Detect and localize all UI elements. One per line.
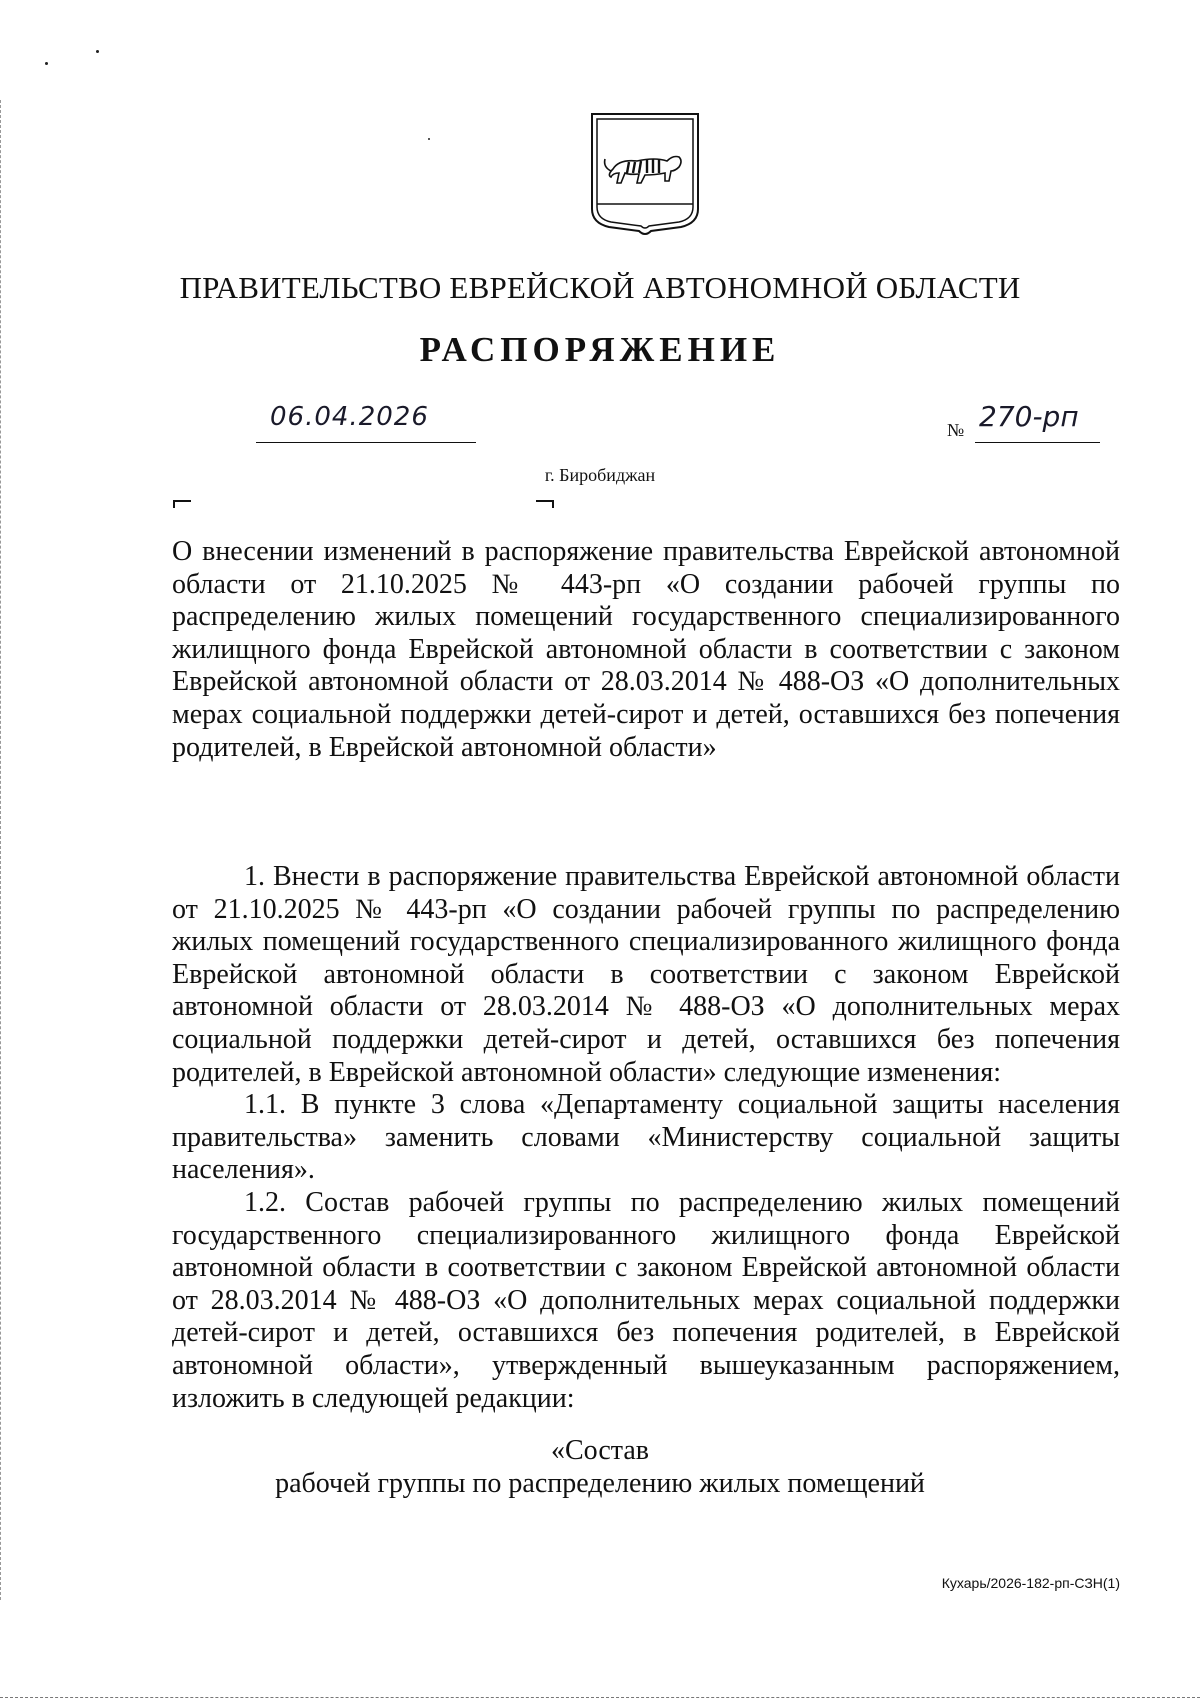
document-body (172, 861, 1120, 1415)
scan-edge-marks (0, 100, 3, 1600)
subject-bracket-right (536, 500, 554, 508)
document-type-title: РАСПОРЯЖЕНИЕ (419, 330, 781, 369)
city-label: г. Биробиджан (544, 465, 656, 485)
composition-title: «Состав (550, 1435, 650, 1466)
composition-subtitle: рабочей группы по распределению жилых помещений (275, 1468, 925, 1499)
coat-of-arms-icon (589, 111, 701, 239)
scan-speck (45, 62, 48, 65)
date-field (256, 400, 476, 443)
government-name: ПРАВИТЕЛЬСТВО ЕВРЕЙСКОЙ АВТОНОМНОЙ ОБЛАСТИ (179, 270, 1021, 305)
number-sign: № (947, 420, 965, 440)
paragraph-1: 1. Внести в распоряжение правительства Еврейской автономной области от 21.10.2025 № 443-рп «О создании рабочей группы по распределению жилых помещений государственного специализированного жилищного фонда Еврейской автономной области в соответствии с законом Еврейской автономной области от 28.03.2014 № 488-ОЗ «О дополнительных мерах социальной поддержки детей-сирот и детей, оставшихся без попечения родителей, в Еврейской автономной области» следующие изменения: (172, 861, 1120, 1088)
paragraph-1-1: 1.1. В пункте 3 слова «Департаменту социальной защиты населения правительства» заменить словами «Министерству социальной защиты населения». (172, 1089, 1120, 1186)
date-handwritten: 06.04.2026 (270, 402, 429, 432)
number-field (975, 400, 1100, 443)
scan-speck (428, 138, 430, 140)
subject-bracket-left (173, 500, 191, 508)
scan-bottom-edge (0, 1697, 1200, 1698)
scan-speck (96, 50, 99, 53)
document-code: Кухарь/2026-182-рп-СЗН(1) (941, 1575, 1120, 1591)
document-subject: О внесении изменений в распоряжение правительства Еврейской автономной области от 21.10.2025 № 443-рп «О создании рабочей группы по распределению жилых помещений государственного специализированного жилищного фонда Еврейской автономной области в соответствии с законом Еврейской автономной области от 28.03.2014 № 488-ОЗ «О дополнительных мерах социальной поддержки детей-сирот и детей, оставшихся без попечения родителей, в Еврейской автономной области» (172, 536, 1120, 763)
paragraph-1-2: 1.2. Состав рабочей группы по распределению жилых помещений государственного специализированного жилищного фонда Еврейской автономной области в соответствии с законом Еврейской автономной области от 28.03.2014 № 488-ОЗ «О дополнительных мерах социальной поддержки детей-сирот и детей, оставшихся без попечения родителей, в Еврейской автономной области», утвержденный вышеуказанным распоряжением, изложить в следующей редакции: (172, 1186, 1120, 1414)
number-handwritten: 270-рп (979, 400, 1079, 433)
